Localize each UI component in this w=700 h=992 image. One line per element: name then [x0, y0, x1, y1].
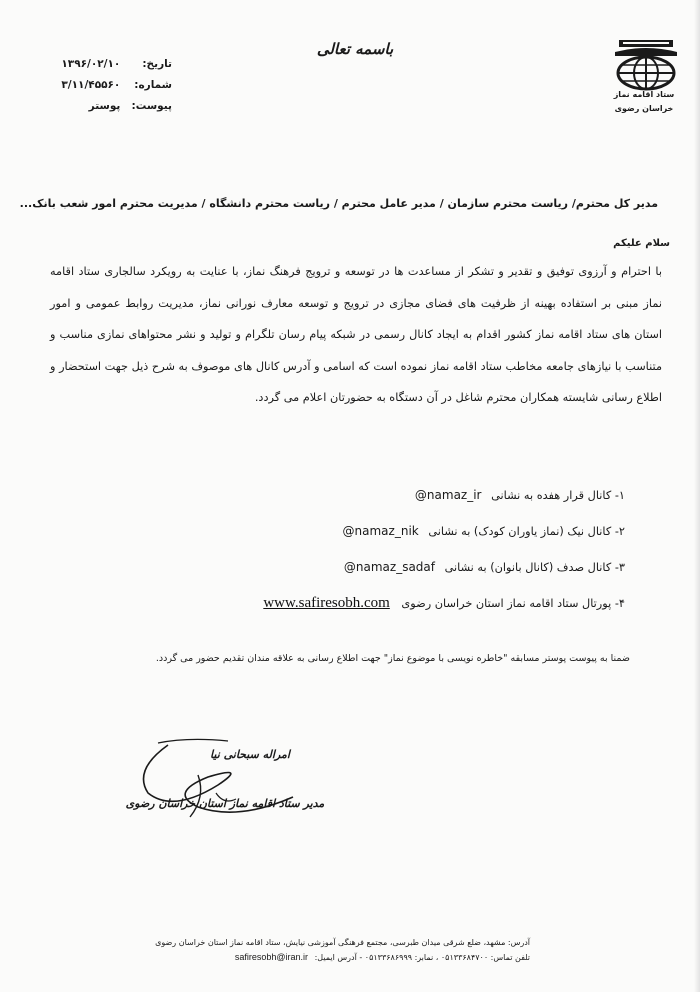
- list-item: [230, 480, 625, 516]
- channel-description: ۲- کانال نیک (نماز یاوران کودک) به نشانی: [428, 525, 625, 538]
- list-item: [230, 516, 625, 552]
- channel-description: ۱- کانال قرار هفده به نشانی: [491, 489, 625, 502]
- footer-phone: تلفن تماس: ۰۵۱۳۳۶۸۴۷۰۰ ، نمابر: ۰۵۱۳۳۶۸۶۹۹۹ - آدرس ایمیل:: [314, 953, 530, 962]
- footer-address: آدرس: مشهد، ضلع شرقی میدان طبرسی، مجتمع فرهنگی آموزشی نیایش، ستاد اقامه نماز استان خراسان رضوی: [155, 938, 530, 947]
- number-row: [32, 79, 172, 100]
- logo-name-line1: ستاد اقامه نماز: [613, 90, 675, 99]
- channel-handle-link[interactable]: @namaz_sadaf: [343, 560, 435, 574]
- channel-handle-link[interactable]: @namaz_ir: [414, 488, 482, 502]
- attachment-row: [32, 100, 172, 121]
- channel-handle-link[interactable]: @namaz_nik: [342, 524, 419, 538]
- footer-email-link[interactable]: safiresobh@iran.ir: [234, 952, 309, 962]
- channel-list: [230, 480, 625, 624]
- recipients-line: مدیر کل محترم/ ریاست محترم سازمان / مدیر عامل محترم / ریاست محترم دانشگاه / مدیریت محترم امور شعب بانک...: [19, 197, 658, 210]
- salutation: سلام علیکم: [613, 238, 670, 249]
- number-label: شماره:: [134, 79, 172, 91]
- letter-footer: [150, 936, 530, 965]
- postscript-note: ضمنا به پیوست پوستر مسابقه "خاطره نویسی با موضوع نماز" جهت اطلاع رسانی به علاقه مندان تقدیم حضور می گردد.: [155, 653, 630, 664]
- date-label: تاریخ:: [142, 58, 172, 70]
- channel-description: ۳- کانال صدف (کانال بانوان) به نشانی: [444, 561, 625, 574]
- date-value: ۱۳۹۶/۰۲/۱۰: [61, 58, 121, 70]
- page-edge-shadow: [694, 0, 700, 992]
- attachment-label: پیوست:: [131, 100, 172, 112]
- portal-description: ۴- پورتال ستاد اقامه نماز استان خراسان رضوی: [401, 597, 625, 610]
- number-value: ۳/۱۱/۴۵۵۶۰: [61, 79, 121, 91]
- logo-name-line2: خراسان رضوی: [614, 104, 674, 113]
- attachment-value: پوستر: [88, 100, 121, 112]
- signer-title: مدیر ستاد اقامه نماز استان خراسان رضوی: [125, 797, 325, 810]
- portal-url-link[interactable]: www.safiresobh.com: [263, 595, 390, 611]
- list-item: [230, 588, 625, 624]
- list-item: [230, 552, 625, 588]
- footer-contact: [150, 950, 530, 965]
- invocation-heading: باسمه تعالی: [316, 40, 394, 58]
- signer-name: امراله سبحانی نیا: [210, 748, 290, 761]
- letter-meta: [32, 58, 172, 121]
- globe-dome-icon: [605, 40, 687, 92]
- body-paragraph: با احترام و آرزوی توفیق و تقدیر و تشکر از مساعدت ها در توسعه و ترویج فرهنگ نماز، با عنایت به رویکرد سالجاری ستاد اقامه نماز مبنی بر استفاده بهینه از ظرفیت های فضای مجازی در ترویج و توسعه معارف نورانی نماز، مدیریت روابط عمومی و امور استان های ستاد اقامه نماز کشور اقدام به ایجاد کانال رسمی در شبکه پیام رسان تلگرام و تولید و نشر محتواهای نمازی مناسب و متناسب با نیازهای جامعه مخاطب ستاد اقامه نماز نموده است که اسامی و آدرس کانال های موصوف به شرح ذیل جهت استحضار و اطلاع رسانی شایسته همکاران محترم شاغل در آن دستگاه به حضورتان اعلام می گردد.: [50, 265, 662, 404]
- date-row: [32, 58, 172, 79]
